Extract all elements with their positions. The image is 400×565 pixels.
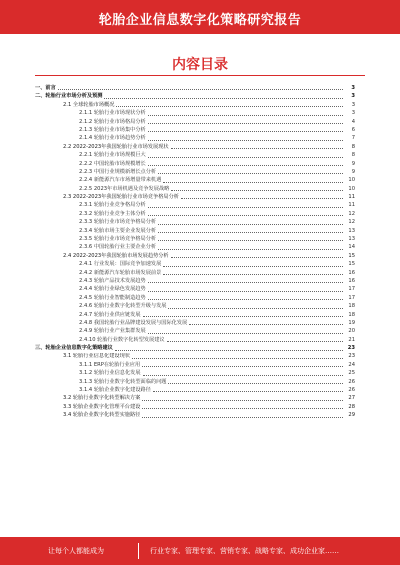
footer-slogan: 让每个人都能成为 — [48, 547, 104, 555]
toc-entry-page: 3 — [351, 110, 355, 117]
toc-leader-dots — [158, 232, 343, 233]
toc-leader-dots — [181, 198, 343, 199]
toc-leader-dots — [148, 282, 343, 283]
toc-entry-page: 9 — [351, 160, 355, 167]
toc-entry-text: 2.4.10 轮胎行业数字化转型发展建议 — [79, 336, 165, 343]
toc-entry-page: 13 — [348, 227, 355, 234]
toc-entry[interactable] — [35, 378, 355, 386]
toc-heading: 内容目录 — [172, 57, 228, 73]
toc-leader-dots — [158, 224, 343, 225]
toc-entry-text: 2.1.4 轮胎行业市场趋势分析 — [79, 135, 146, 142]
toc-leader-dots — [189, 324, 343, 325]
toc-entry-text: 2.4.3 轮胎产品技术发展趋势 — [79, 277, 146, 284]
toc-entry-page: 6 — [351, 126, 355, 133]
toc-entry-text: 3.1.1 ERP在轮胎行业应用 — [79, 361, 141, 368]
toc-entry-text: 2.2 2022-2023年我国轮胎行业市场发展现状 — [63, 143, 169, 150]
toc-entry-page: 11 — [348, 202, 355, 209]
toc-entry-page: 14 — [348, 244, 355, 251]
toc-entry-page: 13 — [348, 236, 355, 243]
toc-entry[interactable] — [35, 411, 355, 419]
toc-entry[interactable] — [35, 243, 355, 251]
toc-leader-dots — [158, 173, 343, 174]
toc-entry[interactable] — [35, 235, 355, 243]
toc-entry-text: 2.4 2022-2023年我国轮胎市场发展趋势分析 — [63, 252, 169, 259]
toc-entry[interactable] — [35, 252, 355, 260]
toc-entry[interactable] — [35, 353, 355, 361]
toc-entry-text: 2.2.1 轮胎行业市场规模巨大 — [79, 152, 146, 159]
toc-entry[interactable] — [35, 361, 355, 369]
toc-entry-page: 8 — [351, 143, 355, 150]
toc-leader-dots — [153, 391, 343, 392]
toc-entry-page: 17 — [348, 294, 355, 301]
toc-leader-dots — [148, 299, 343, 300]
toc-leader-dots — [163, 266, 343, 267]
toc-leader-dots — [148, 165, 343, 166]
toc-entry-page: 9 — [351, 168, 355, 175]
toc-entry[interactable] — [35, 143, 355, 151]
footer-roles: 行业专家、管理专家、营销专家、战略专家、成功企业家…… — [150, 547, 339, 555]
toc-leader-dots — [115, 350, 343, 351]
toc-entry[interactable] — [35, 185, 355, 193]
toc-entry[interactable] — [35, 294, 355, 302]
toc-leader-dots — [132, 358, 343, 359]
footer-divider — [138, 543, 139, 559]
toc-entry[interactable] — [35, 218, 355, 226]
toc-entry-page: 8 — [351, 152, 355, 159]
toc-entry[interactable] — [35, 369, 355, 377]
toc-entry[interactable] — [35, 84, 355, 92]
toc-entry[interactable] — [35, 201, 355, 209]
toc-entry-text: 2.3.5 轮胎行业市场竞争格局分析 — [79, 236, 157, 243]
toc-entry-text: 2.1.2 轮胎行业市场格局分析 — [79, 118, 146, 125]
toc-entry-page: 15 — [348, 261, 355, 268]
toc-entry-text: 2.4.8 我国轮胎行业品牌建设发展与国际化发展 — [79, 319, 188, 326]
table-of-contents — [35, 84, 355, 420]
toc-entry-page: 23 — [347, 345, 355, 352]
toc-leader-dots — [143, 316, 343, 317]
toc-entry[interactable] — [35, 193, 355, 201]
toc-leader-dots — [142, 408, 343, 409]
toc-entry[interactable] — [35, 277, 355, 285]
toc-entry-page: 21 — [348, 336, 355, 343]
toc-entry-page: 17 — [348, 286, 355, 293]
toc-leader-dots — [158, 240, 343, 241]
header-bar — [0, 0, 400, 34]
toc-leader-dots — [167, 341, 343, 342]
toc-entry-page: 10 — [348, 177, 355, 184]
toc-entry-text: 2.1 全球轮胎市场概况 — [63, 101, 115, 108]
toc-entry[interactable] — [35, 109, 355, 117]
toc-entry-text: 2.1.1 轮胎行业市场现状分析 — [79, 110, 146, 117]
toc-entry[interactable] — [35, 386, 355, 394]
toc-entry[interactable] — [35, 344, 355, 352]
toc-entry-page: 26 — [348, 378, 355, 385]
toc-entry-text: 2.4.9 轮胎行业产业集群发展 — [79, 328, 146, 335]
toc-entry-text: 2.3 2022-2023年我国轮胎行业市场竞争格局分析 — [63, 194, 179, 201]
toc-entry-page: 24 — [348, 361, 355, 368]
toc-leader-dots — [148, 291, 343, 292]
toc-leader-dots — [116, 106, 343, 107]
toc-leader-dots — [148, 207, 343, 208]
toc-entry-text: 3.2 轮胎行业数字化转型解决方案 — [63, 395, 141, 402]
toc-divider — [35, 75, 365, 76]
toc-entry-text: 2.3.4 轮胎市场主要企业发展分析 — [79, 227, 157, 234]
toc-entry-page: 12 — [348, 210, 355, 217]
toc-entry-page: 12 — [348, 219, 355, 226]
toc-entry[interactable] — [35, 168, 355, 176]
toc-entry[interactable] — [35, 302, 355, 310]
toc-entry[interactable] — [35, 403, 355, 411]
toc-entry-page: 23 — [348, 353, 355, 360]
toc-entry-page: 16 — [348, 269, 355, 276]
toc-entry-text: 2.4.5 轮胎行业智能制造趋势 — [79, 294, 146, 301]
toc-entry-text: 3.4 轮胎企业数字化转型实施路径 — [63, 412, 141, 419]
toc-entry-text: 2.2.5 2023年市场机遇及竞争发展战略 — [79, 185, 170, 192]
toc-leader-dots — [171, 148, 343, 149]
toc-entry-page: 16 — [348, 277, 355, 284]
toc-entry-page: 7 — [351, 135, 355, 142]
toc-entry-text: 2.4.6 轮胎行业数字化转型升级与发展 — [79, 303, 167, 310]
toc-entry-text: 2.3.3 轮胎行业市场竞争格局分析 — [79, 219, 157, 226]
report-title: 轮胎企业信息数字化策略研究报告 — [98, 13, 302, 28]
toc-entry-page: 3 — [351, 93, 355, 100]
toc-entry-text: 2.2.4 新能源汽车市场增量带来机遇 — [79, 177, 162, 184]
toc-entry[interactable] — [35, 311, 355, 319]
toc-entry-text: 2.4.2 新能源汽车轮胎市场发展前景 — [79, 269, 162, 276]
toc-leader-dots — [104, 98, 343, 99]
toc-entry-page: 3 — [351, 101, 355, 108]
toc-leader-dots — [148, 115, 343, 116]
toc-leader-dots — [171, 257, 343, 258]
toc-leader-dots — [148, 215, 343, 216]
toc-entry-text: 2.4.7 轮胎行业供应链发展 — [79, 311, 141, 318]
toc-leader-dots — [148, 140, 343, 141]
toc-entry-page: 26 — [348, 387, 355, 394]
footer-bar — [0, 537, 400, 565]
toc-leader-dots — [171, 190, 343, 191]
toc-entry[interactable] — [35, 319, 355, 327]
toc-entry-text: 2.3.1 轮胎行业竞争格局分析 — [79, 202, 146, 209]
toc-leader-dots — [148, 123, 343, 124]
toc-entry-text: 3.1.2 轮胎行业信息化发展 — [79, 370, 141, 377]
toc-entry[interactable] — [35, 126, 355, 134]
toc-leader-dots — [142, 366, 343, 367]
toc-entry[interactable] — [35, 269, 355, 277]
toc-entry-text: 一、前言 — [35, 84, 56, 91]
toc-entry-page: 20 — [348, 328, 355, 335]
toc-entry-page: 29 — [348, 412, 355, 419]
toc-leader-dots — [143, 375, 343, 376]
toc-entry-page: 11 — [348, 194, 355, 201]
toc-entry[interactable] — [35, 151, 355, 159]
toc-entry-page: 3 — [351, 84, 355, 91]
toc-leader-dots — [142, 417, 343, 418]
toc-entry[interactable] — [35, 92, 355, 100]
toc-entry-page: 18 — [348, 311, 355, 318]
toc-entry-text: 2.3.2 轮胎行业竞争主体分析 — [79, 210, 146, 217]
toc-leader-dots — [163, 274, 343, 275]
toc-entry[interactable] — [35, 210, 355, 218]
toc-entry[interactable] — [35, 285, 355, 293]
toc-entry-text: 2.2.3 中国行业规模新增长点分析 — [79, 168, 157, 175]
toc-leader-dots — [142, 400, 343, 401]
toc-leader-dots — [168, 308, 343, 309]
toc-entry[interactable] — [35, 118, 355, 126]
toc-leader-dots — [148, 333, 343, 334]
toc-entry-text: 2.1.3 轮胎行业市场集中分析 — [79, 126, 146, 133]
toc-entry[interactable] — [35, 394, 355, 402]
toc-entry[interactable] — [35, 160, 355, 168]
toc-entry-text: 2.4.1 行业发展：国际竞争加速发展 — [79, 261, 162, 268]
toc-entry-text: 2.2.2 中国轮胎市场规模增长 — [79, 160, 146, 167]
toc-entry-page: 10 — [348, 185, 355, 192]
toc-entry-text: 3.1.4 轮胎企业数字化建设路径 — [79, 387, 151, 394]
toc-entry-page: 27 — [348, 395, 355, 402]
toc-leader-dots — [163, 182, 343, 183]
toc-leader-dots — [148, 157, 343, 158]
toc-entry[interactable] — [35, 260, 355, 268]
toc-entry-text: 二、轮胎行业市场分析及预测 — [35, 93, 103, 100]
toc-entry-text: 2.4.4 轮胎行业绿色发展趋势 — [79, 286, 146, 293]
toc-entry[interactable] — [35, 134, 355, 142]
toc-entry-page: 15 — [348, 252, 355, 259]
toc-entry-text: 3.1 轮胎行业信息化建设现状 — [63, 353, 130, 360]
toc-entry[interactable] — [35, 101, 355, 109]
toc-entry-page: 4 — [351, 118, 355, 125]
toc-entry[interactable] — [35, 327, 355, 335]
toc-entry[interactable] — [35, 336, 355, 344]
toc-entry-text: 3.3 轮胎企业数字化管理平台建设 — [63, 403, 141, 410]
toc-entry-page: 28 — [348, 403, 355, 410]
toc-entry-text: 2.3.6 中国轮胎行业主要企业分析 — [79, 244, 157, 251]
toc-entry-page: 19 — [348, 319, 355, 326]
toc-leader-dots — [148, 131, 343, 132]
toc-entry-text: 三、轮胎企业信息数字化策略建议 — [35, 345, 113, 352]
toc-leader-dots — [168, 383, 343, 384]
toc-entry-text: 3.1.3 轮胎行业数字化转型面临的问题 — [79, 378, 167, 385]
toc-entry-page: 25 — [348, 370, 355, 377]
toc-entry[interactable] — [35, 176, 355, 184]
toc-leader-dots — [58, 89, 343, 90]
toc-leader-dots — [158, 249, 343, 250]
toc-entry-page: 18 — [348, 303, 355, 310]
toc-entry[interactable] — [35, 227, 355, 235]
